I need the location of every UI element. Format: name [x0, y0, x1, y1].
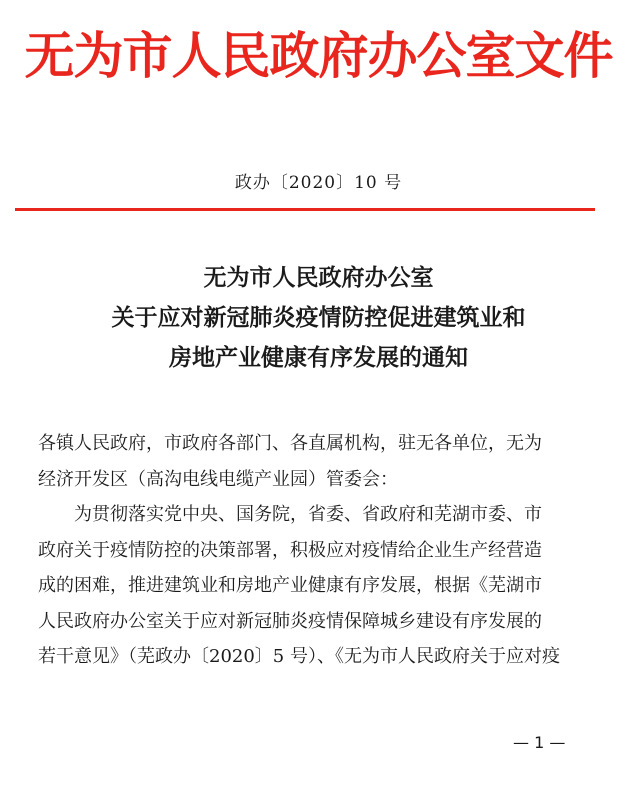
notice-body — [38, 426, 613, 675]
body-line: 政府关于疫情防控的决策部署，积极应对疫情给企业生产经营造 — [38, 539, 542, 561]
notice-title-line: 无为市人民政府办公室 — [203, 264, 434, 291]
red-divider-line — [15, 208, 595, 211]
body-line: 若干意见》（芜政办〔2020〕5 号）、《无为市人民政府关于应对疫 — [38, 646, 560, 667]
document-number: 政办〔2020〕10 号 — [234, 173, 403, 193]
body-line: 人民政府办公室关于应对新冠肺炎疫情保障城乡建设有序发展的 — [38, 610, 542, 632]
body-line: 经济开发区（高沟电线电缆产业园）管委会： — [38, 468, 398, 490]
page-number: — 1 — — [513, 733, 566, 752]
body-line: 各镇人民政府，市政府各部门、各直属机构，驻无各单位，无为 — [38, 433, 542, 454]
document-header-title: 无为市人民政府办公室文件 — [24, 27, 613, 85]
body-line: 成的困难，推进建筑业和房地产业健康有序发展，根据《芜湖市 — [38, 575, 542, 596]
notice-title-line: 关于应对新冠肺炎疫情防控促进建筑业和 — [111, 304, 526, 331]
body-line: 为贯彻落实党中央、国务院，省委、省政府和芜湖市委、市 — [74, 504, 542, 525]
notice-title-line: 房地产业健康有序发展的通知 — [169, 344, 468, 371]
notice-title — [0, 258, 637, 378]
